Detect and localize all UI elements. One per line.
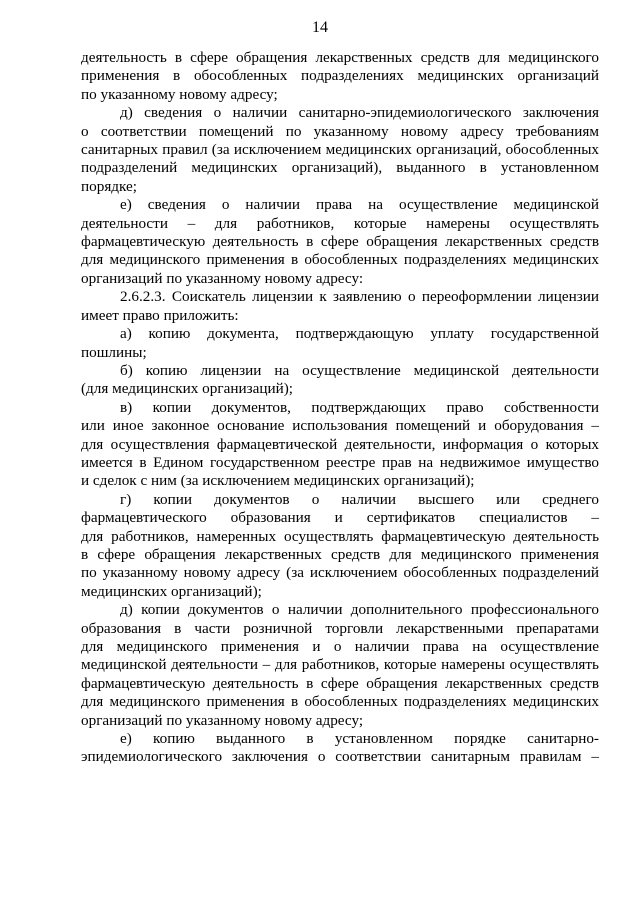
text-line: в сфере обращения лекарственных средств для медицинского применения — [81, 545, 599, 563]
text-line: по указанному новому адресу; — [81, 85, 278, 103]
text-line: б) копию лицензии на осуществление медицинской деятельности — [120, 361, 599, 379]
text-line: и сделок с ним (за исключением медицинских организаций); — [81, 472, 475, 490]
document-body — [81, 49, 599, 767]
text-line: (для медицинских организаций); — [81, 380, 293, 398]
text-line: г) копии документов о наличии высшего или среднего — [120, 490, 599, 508]
page-number: 14 — [312, 19, 328, 36]
text-line: деятельности – для работников, которые намерены осуществлять — [81, 214, 599, 232]
text-line: д) сведения о наличии санитарно-эпидемиологического заключения — [120, 104, 599, 122]
text-line: для работников, намеренных осуществлять фармацевтическую деятельность — [81, 527, 599, 545]
text-line: медицинской деятельности – для работников, которые намерены осуществлять — [81, 656, 599, 674]
text-line: санитарных правил (за исключением медицинских организаций, обособленных — [81, 141, 599, 159]
text-line: порядке; — [81, 177, 137, 195]
text-line: а) копию документа, подтверждающую уплату государственной — [120, 325, 599, 343]
text-line: фармацевтического образования и сертификатов специалистов – — [81, 509, 599, 527]
text-line: для медицинского применения в обособленных подразделениях медицинских — [81, 251, 599, 269]
text-line: 2.6.2.3. Соискатель лицензии к заявлению о переоформлении лицензии — [120, 288, 599, 306]
text-line: е) копию выданного в установленном порядке санитарно- — [120, 730, 599, 748]
text-line: в) копии документов, подтверждающих право собственности — [120, 398, 599, 416]
text-line: организаций по указанному новому адресу; — [81, 711, 364, 729]
text-line: о соответствии помещений по указанному новому адресу требованиям — [81, 122, 599, 140]
text-line: эпидемиологического заключения о соответствии санитарным правилам – — [81, 748, 599, 766]
text-line: имеет право приложить: — [81, 306, 239, 324]
text-line: имеется в Едином государственном реестре прав на недвижимое имущество — [81, 453, 599, 471]
text-line: по указанному новому адресу (за исключением обособленных подразделений — [81, 564, 599, 582]
text-line: применения в обособленных подразделениях медицинских организаций — [81, 67, 599, 85]
text-line: или иное законное основание использования помещений и оборудования – — [81, 417, 599, 435]
text-line: медицинских организаций); — [81, 582, 262, 600]
text-line: организаций по указанному новому адресу: — [81, 269, 364, 287]
text-line: деятельность в сфере обращения лекарственных средств для медицинского — [81, 49, 599, 66]
text-line: образования в части розничной торговли лекарственными препаратами — [81, 619, 599, 637]
text-line: для медицинского применения в обособленных подразделениях медицинских — [81, 693, 599, 711]
text-line: для осуществления фармацевтической деятельности, информация о которых — [81, 435, 599, 453]
text-line: д) копии документов о наличии дополнительного профессионального — [120, 601, 599, 619]
text-line: фармацевтическую деятельность в сфере обращения лекарственных средств — [81, 674, 599, 692]
text-line: подразделений медицинских организаций), выданного в установленном — [81, 159, 599, 177]
text-line: фармацевтическую деятельность в сфере обращения лекарственных средств — [81, 233, 599, 251]
text-line: е) сведения о наличии права на осуществление медицинской — [120, 196, 599, 214]
text-line: для медицинского применения и о наличии права на осуществление — [81, 638, 599, 655]
text-line: пошлины; — [81, 343, 147, 361]
